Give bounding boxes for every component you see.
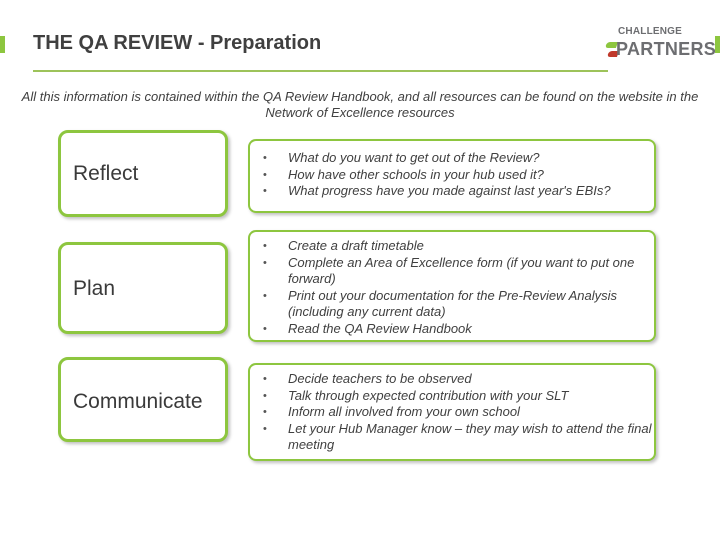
stage-label: Plan (73, 277, 116, 300)
stage-box-communicate (58, 357, 228, 442)
detail-box-plan (248, 230, 656, 342)
stage-box-plan (58, 242, 228, 334)
bullet-icon: • (263, 168, 267, 181)
intro-text: All this information is contained within the QA Review Handbook, and all resources can be found on the website in the Network of Excellence resources (21, 89, 699, 120)
bullet-icon: • (263, 256, 267, 269)
challenge-partners-logo (604, 24, 717, 64)
bullet-list (250, 141, 654, 200)
bullet-icon: • (263, 322, 267, 335)
list-item: • How have other schools in your hub used it? (263, 166, 544, 182)
page-title: THE QA REVIEW - Preparation (33, 32, 322, 54)
detail-box-reflect (248, 139, 656, 213)
bullet-icon: • (263, 240, 267, 252)
bullet-icon: • (263, 289, 267, 302)
bullet-icon: • (263, 152, 267, 164)
bullet-list (250, 365, 654, 454)
bullet-icon: • (263, 373, 267, 385)
left-accent-bar (0, 36, 5, 53)
list-item: • Decide teachers to be observed (263, 371, 472, 386)
list-item: • Read the QA Review Handbook (263, 320, 472, 336)
list-item: • What do you want to get out of the Review? (263, 150, 540, 165)
detail-box-communicate (248, 363, 656, 461)
bullet-icon: • (263, 185, 267, 197)
list-item: • Create a draft timetable (263, 238, 424, 253)
list-item: • What progress have you made against last year's EBIs? (263, 183, 611, 198)
list-item: • Talk through expected contribution with your SLT (263, 387, 569, 403)
bullet-icon: • (263, 389, 267, 402)
bullet-list (250, 232, 654, 337)
stage-box-reflect (58, 130, 228, 217)
list-item: • Let your Hub Manager know – they may wish to attend the final meeting (263, 420, 652, 452)
logo-text-top: CHALLENGE (618, 26, 683, 37)
stage-label: Reflect (73, 162, 139, 185)
bullet-icon: • (263, 406, 267, 418)
list-item: • Complete an Area of Excellence form (if you want to put one forward) (263, 254, 635, 286)
logo-text-bottom: PARTNERS (616, 39, 717, 59)
stage-label: Communicate (73, 390, 203, 413)
list-item: • Inform all involved from your own school (263, 404, 520, 419)
title-divider (33, 70, 608, 72)
list-item: • Print out your documentation for the Pre-Review Analysis (including any current data) (263, 287, 618, 319)
bullet-icon: • (263, 422, 267, 435)
